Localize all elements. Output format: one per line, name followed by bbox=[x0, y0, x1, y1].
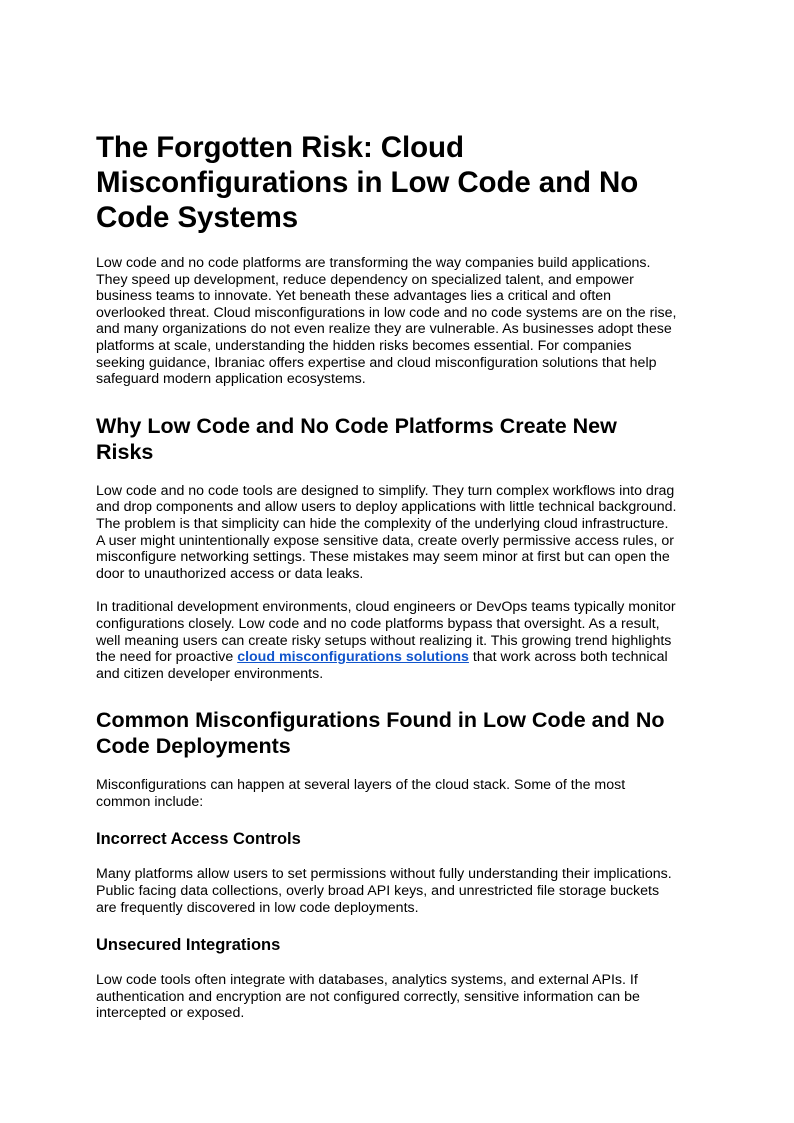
heading-line: Code Deployments bbox=[96, 734, 291, 759]
section-heading-why-risks bbox=[96, 413, 700, 465]
cloud-misconfigurations-solutions-link[interactable]: cloud misconfigurations solutions bbox=[237, 649, 469, 666]
section-heading-common-misconfigurations bbox=[96, 707, 700, 759]
title-line: Misconfigurations in Low Code and No bbox=[96, 166, 639, 199]
text-line: The problem is that simplicity can hide the complexity of the underlying cloud infrastructure. bbox=[96, 515, 669, 532]
text-line: misconfigure networking settings. These mistakes may seem minor at first but can open the bbox=[96, 549, 670, 566]
text-line: They speed up development, reduce dependency on specialized talent, and empower bbox=[96, 271, 634, 288]
text-line: door to unauthorized access or data leaks. bbox=[96, 565, 364, 582]
text-line: and drop components and allow users to deploy applications with little technical background. bbox=[96, 499, 677, 516]
text-line: are frequently discovered in low code deployments. bbox=[96, 899, 419, 916]
subheading-incorrect-access-controls: Incorrect Access Controls bbox=[96, 830, 301, 849]
text-line: overlooked threat. Cloud misconfigurations in low code and no code systems are on the rise, bbox=[96, 304, 677, 321]
text-line: platforms at scale, understanding the hidden risks becomes essential. For companies bbox=[96, 337, 632, 354]
title-line: The Forgotten Risk: Cloud bbox=[96, 131, 464, 164]
text-line: Low code tools often integrate with databases, analytics systems, and external APIs. If bbox=[96, 972, 638, 989]
text-line: Low code and no code tools are designed to simplify. They turn complex workflows into drag bbox=[96, 482, 675, 499]
title-line: Code Systems bbox=[96, 201, 299, 234]
intro-paragraph bbox=[96, 255, 700, 388]
text-line: and citizen developer environments. bbox=[96, 665, 324, 682]
access-controls-paragraph bbox=[96, 866, 700, 916]
text-line: Public facing data collections, overly broad API keys, and unrestricted file storage buckets bbox=[96, 883, 660, 900]
text-line: safeguard modern application ecosystems. bbox=[96, 371, 366, 388]
link-suffix-text: that work across both technical bbox=[468, 649, 668, 666]
text-line: Low code and no code platforms are transforming the way companies build applications. bbox=[96, 255, 651, 271]
link-prefix-text: the need for proactive bbox=[96, 649, 238, 666]
heading-line: Common Misconfigurations Found in Low Code and No bbox=[96, 708, 665, 733]
text-line: configurations closely. Low code and no code platforms bypass that oversight. As a result, bbox=[96, 615, 660, 632]
document-page bbox=[96, 130, 700, 1022]
section1-paragraph-1 bbox=[96, 483, 700, 583]
integrations-paragraph bbox=[96, 972, 700, 1022]
page-title bbox=[96, 130, 700, 235]
text-line: In traditional development environments, cloud engineers or DevOps teams typically monitor bbox=[96, 599, 676, 616]
text-line-with-link bbox=[96, 649, 700, 666]
text-line: intercepted or exposed. bbox=[96, 1005, 245, 1022]
text-line: Misconfigurations can happen at several layers of the cloud stack. Some of the most bbox=[96, 777, 626, 794]
text-line: authentication and encryption are not configured correctly, sensitive information can be bbox=[96, 988, 640, 1005]
text-line: business teams to innovate. Yet beneath these advantages lies a critical and often bbox=[96, 288, 612, 305]
text-line: seeking guidance, Ibraniac offers expertise and cloud misconfiguration solutions that help bbox=[96, 354, 657, 371]
text-line: well meaning users can create risky setups without realizing it. This growing trend highlights bbox=[96, 632, 672, 649]
section1-paragraph-2 bbox=[96, 599, 700, 682]
heading-line: Why Low Code and No Code Platforms Create New bbox=[96, 413, 617, 438]
subheading-unsecured-integrations: Unsecured Integrations bbox=[96, 936, 281, 955]
section2-paragraph-1 bbox=[96, 777, 700, 810]
heading-line: Risks bbox=[96, 439, 154, 464]
text-line: common include: bbox=[96, 793, 204, 810]
text-line: Many platforms allow users to set permissions without fully understanding their implications. bbox=[96, 866, 672, 883]
text-line: A user might unintentionally expose sensitive data, create overly permissive access rules, or bbox=[96, 532, 675, 549]
text-line: and many organizations do not even realize they are vulnerable. As businesses adopt these bbox=[96, 321, 672, 338]
